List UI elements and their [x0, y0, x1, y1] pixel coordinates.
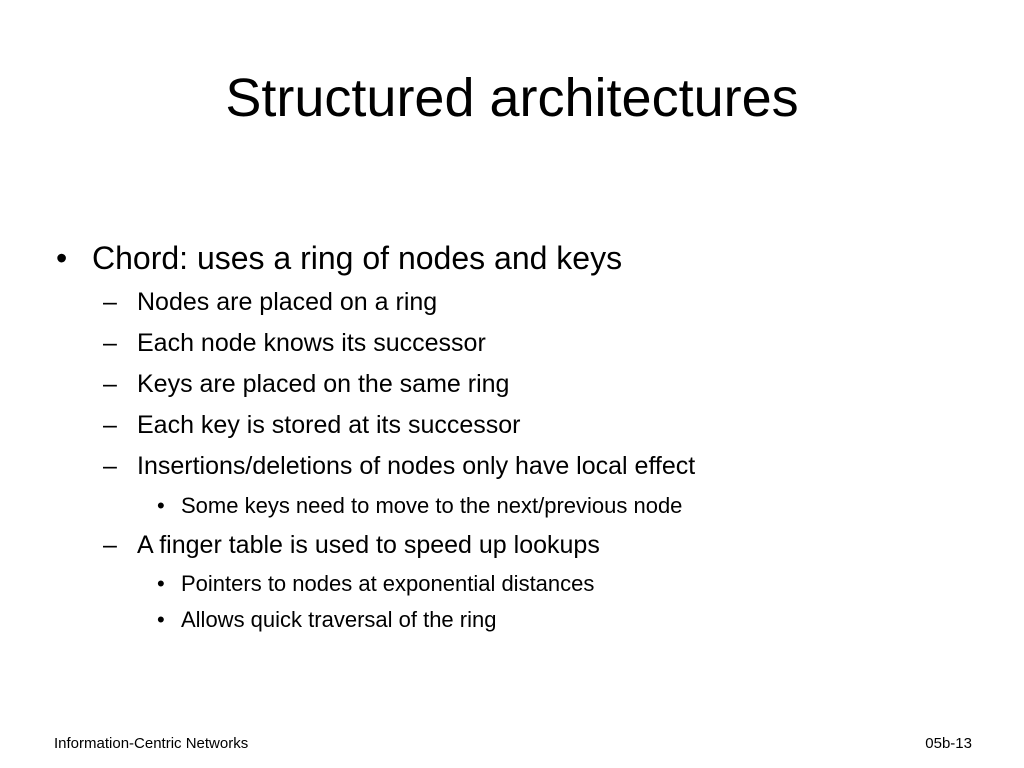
sub-bullet-text: Keys are placed on the same ring — [137, 370, 510, 398]
sub-bullet-text: Each node knows its successor — [137, 329, 486, 357]
sub-bullet-text: Insertions/deletions of nodes only have local effect — [137, 452, 696, 480]
footer-slide-number: 05b-13 — [925, 735, 972, 752]
slide-title: Structured architectures — [225, 68, 799, 128]
sub-bullet-marker: – — [103, 329, 117, 357]
bullet-marker: • — [56, 240, 68, 276]
sub-sub-bullet-marker: • — [157, 607, 165, 632]
sub-bullet-text: A finger table is used to speed up lookups — [137, 531, 600, 559]
sub-sub-bullet-text: Pointers to nodes at exponential distances — [181, 571, 595, 596]
sub-bullet-text: Nodes are placed on a ring — [137, 288, 438, 316]
sub-sub-bullet-marker: • — [157, 493, 165, 518]
footer-course-name: Information-Centric Networks — [54, 735, 249, 752]
sub-bullet-marker: – — [103, 288, 117, 316]
sub-sub-bullet-text: Allows quick traversal of the ring — [181, 607, 497, 632]
sub-sub-bullet-text: Some keys need to move to the next/previous node — [181, 493, 683, 518]
sub-bullet-marker: – — [103, 531, 117, 559]
sub-sub-bullet-marker: • — [157, 571, 165, 596]
sub-bullet-marker: – — [103, 370, 117, 398]
sub-bullet-marker: – — [103, 411, 117, 439]
bullet-text: Chord: uses a ring of nodes and keys — [92, 240, 623, 276]
sub-bullet-marker: – — [103, 452, 117, 480]
sub-bullet-text: Each key is stored at its successor — [137, 411, 521, 439]
